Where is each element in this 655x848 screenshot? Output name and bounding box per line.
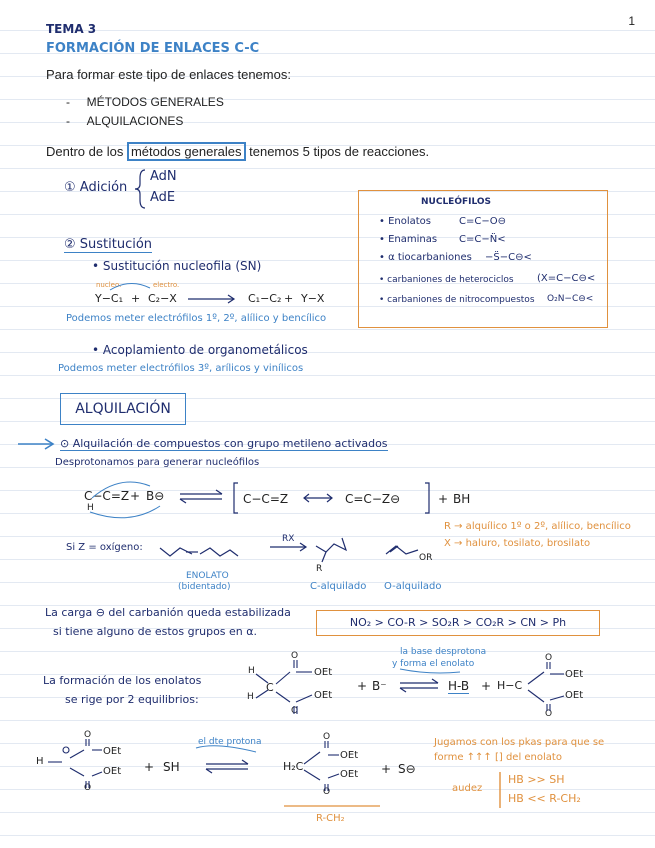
hb-lt: HB << R-CH₂ <box>508 792 581 805</box>
list-item: - ALQUILACIONES <box>66 114 184 128</box>
hb-gt: HB >> SH <box>508 773 565 786</box>
sn-arrow <box>188 295 234 303</box>
si-z-label: Si Z = oxígeno: <box>66 542 143 553</box>
series-box: NO₂ > CO-R > SO₂R > CO₂R > CN > Ph <box>316 610 600 636</box>
bottom-enolate-bonds <box>48 739 102 788</box>
formacion-line-1: La formación de los enolatos <box>43 674 202 687</box>
o-atom: O <box>84 783 92 793</box>
eq1-base: B⊖ <box>146 489 165 503</box>
adicion-label: ① Adición <box>64 180 128 195</box>
alquilacion-box: ALQUILACIÓN <box>60 393 186 425</box>
plus-sign: + <box>130 489 141 503</box>
oet-group: OEt <box>314 690 333 701</box>
base-note-2: y forma el enolato <box>392 659 475 669</box>
nucleofilo-formula: −S̈−C⊖< <box>485 252 532 263</box>
plus-sign: + <box>357 679 368 693</box>
nucleofilo-item: • Enolatos <box>379 216 432 227</box>
bidentado-label: (bidentado) <box>178 582 231 592</box>
o-alquilado-label: O-alquilado <box>384 581 442 592</box>
rch2-label: R-CH₂ <box>316 813 345 824</box>
eq1-bh: BH <box>453 492 471 506</box>
oet-group: OEt <box>565 669 584 680</box>
or-label: OR <box>419 553 433 563</box>
h-atom: H <box>248 666 255 676</box>
tag-nucleo: nucleo. <box>96 281 122 289</box>
h-atom: H <box>247 692 254 702</box>
eq1-h: H <box>87 503 94 513</box>
nucleofilo-formula: O₂N−C⊖< <box>547 294 594 304</box>
o-atom: O <box>291 706 299 716</box>
eq1-curved-arrow <box>92 482 150 498</box>
tema-label: TEMA 3 <box>46 22 97 36</box>
enolato-label: ENOLATO <box>186 571 229 581</box>
eq1-left: C−C=Z <box>84 489 130 503</box>
boxed-term: métodos generales <box>127 142 246 161</box>
o-atom: O <box>323 787 331 797</box>
bracket-left <box>234 483 238 513</box>
note-x: X → haluro, tosilato, brosilato <box>444 538 591 549</box>
rx-label: RX <box>282 534 295 544</box>
nucleofilo-formula: C=C−N̈< <box>459 234 506 245</box>
juga-line-2: forme ↑↑↑ [] del enolato <box>434 752 562 763</box>
sustitucion-label: ② Sustitución <box>64 237 153 252</box>
carga-line-2: si tiene alguno de estos grupos en α. <box>53 625 258 638</box>
dentro-text: Dentro de los métodos generales tenemos 5 tipos de reacciones. <box>46 144 430 159</box>
product-1: C₁−C₂ <box>248 292 282 305</box>
r-label: R <box>316 564 323 574</box>
alquilacion-sub: Desprotonamos para generar nucleófilos <box>55 457 260 468</box>
c-alquilado-label: C-alquilado <box>310 581 367 592</box>
s-product: S⊖ <box>398 762 416 776</box>
reactant-2: C₂−X <box>148 292 177 305</box>
formacion-equilibrium <box>400 679 438 692</box>
nucleofilo-item: • Enaminas <box>379 234 438 245</box>
eq1-curved-arrow-2 <box>90 506 160 518</box>
acoplamiento-note: Podemos meter electrófilos 3º, arílicos y vinílicos <box>58 363 304 374</box>
o-atom: O <box>545 709 553 719</box>
audez-label: audez <box>452 783 483 794</box>
carga-line-1: La carga ⊖ del carbanión queda estabilizada <box>45 606 291 619</box>
o-atom: O <box>323 732 331 742</box>
c-alkylated-sketch <box>316 538 346 562</box>
o-atom: O <box>545 653 553 663</box>
base-b: B⁻ <box>372 679 387 693</box>
ad-n: AdN <box>150 169 177 184</box>
hb-product: H-B <box>448 679 470 693</box>
enolate-hc: H−C <box>497 679 523 692</box>
sustitucion-sub: • Sustitución nucleofila (SN) <box>92 259 262 273</box>
bottom-h: H <box>36 756 44 767</box>
note-r: R → alquílico 1º o 2º, alílico, bencílico <box>444 521 631 532</box>
nucleofilo-item: • carbaniones de nitrocompuestos <box>379 295 535 305</box>
plus-sign: + <box>381 762 392 776</box>
eq1-equilibrium-arrow <box>180 490 222 503</box>
bottom-equilibrium <box>206 760 248 773</box>
resonance-arrow <box>304 494 332 502</box>
page-title: FORMACIÓN DE ENLACES C-C <box>46 41 260 56</box>
juga-line-1: Jugamos con los pkas para que se <box>434 737 605 748</box>
formacion-line-2: se rige por 2 equilibrios: <box>65 693 199 706</box>
intro-text: Para formar este tipo de enlaces tenemos: <box>46 67 291 82</box>
product-2: Y−X <box>301 292 325 305</box>
sustitucion-note: Podemos meter electrófilos 1º, 2º, alílico y bencílico <box>66 313 327 324</box>
oet-group: OEt <box>565 690 584 701</box>
bottom-product-bonds <box>304 741 339 791</box>
base-note-1: la base desprotona <box>400 647 487 657</box>
sn-curved-arrow <box>110 283 150 290</box>
plus-sign: + <box>481 679 492 693</box>
alquilacion-heading: ⊙ Alquilación de compuestos con grupo metileno activados <box>60 437 388 450</box>
bracket-right <box>425 483 429 513</box>
plus-sign: + <box>131 292 141 305</box>
nucleofilo-formula: (X=C−C⊖< <box>537 273 596 284</box>
nucleofilo-item: • α tiocarbaniones <box>379 252 472 263</box>
sh-reagent: SH <box>163 760 180 774</box>
oet-group: OEt <box>340 750 359 761</box>
oet-group: OEt <box>314 667 333 678</box>
oet-group: OEt <box>103 766 122 777</box>
plus-sign: + <box>144 760 155 774</box>
oet-group: OEt <box>103 746 122 757</box>
o-atom: O <box>84 730 92 740</box>
base-arrow <box>400 669 460 673</box>
reactant-1: Y−C₁ <box>95 292 124 305</box>
eq1-resonance-1: C−C=Z <box>243 492 289 506</box>
plus-sign: + <box>284 292 294 305</box>
ad-e: AdE <box>150 190 176 205</box>
dte-arrow <box>196 746 256 752</box>
o-alkylated-sketch <box>386 546 418 554</box>
eq1-resonance-2: C=C−Z⊖ <box>345 492 401 506</box>
plus-sign: + <box>438 492 449 506</box>
side-arrow <box>18 439 53 449</box>
rx-arrow <box>270 543 306 551</box>
adicion-brace <box>135 170 145 208</box>
malonate-bonds <box>256 660 312 714</box>
h2c-group: H₂C <box>283 760 304 773</box>
o-atom: O <box>291 651 299 661</box>
nucleofilos-title: NUCLEÓFILOS <box>421 197 492 207</box>
enolate-bonds <box>528 662 564 711</box>
page-number: 1 <box>628 14 635 28</box>
tag-electro: electro. <box>153 281 180 289</box>
nucleofilo-item: • carbaniones de heterociclos <box>379 275 514 285</box>
c-atom: C <box>266 681 274 694</box>
nucleofilo-formula: C=C−O⊖ <box>459 216 506 227</box>
list-item: - MÉTODOS GENERALES <box>66 95 224 109</box>
enolate-sketch <box>160 548 238 556</box>
dte-note: el dte protona <box>198 737 262 747</box>
acoplamiento-label: • Acoplamiento de organometálicos <box>92 343 308 357</box>
oet-group: OEt <box>340 769 359 780</box>
